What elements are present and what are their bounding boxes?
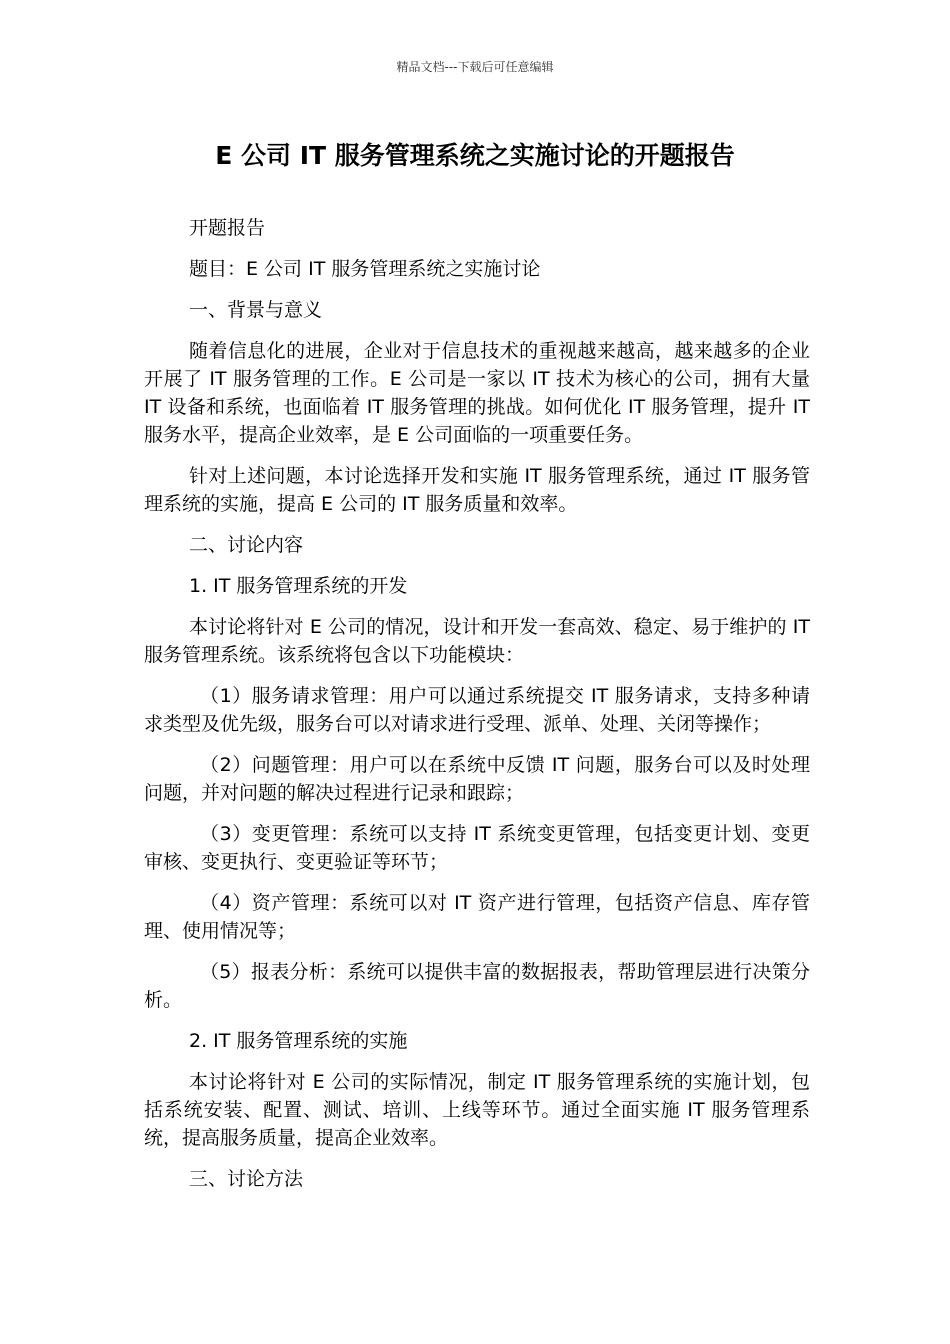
paragraph-topic: 题目：E 公司 IT 服务管理系统之实施讨论: [189, 258, 541, 280]
paragraph-purpose: 针对上述问题，本讨论选择开发和实施 IT 服务管理系统，通过 IT 服务管理系统的实施，提高 E 公司的 IT 服务质量和效率。: [144, 465, 810, 515]
paragraph-development: 本讨论将针对 E 公司的情况，设计和开发一套高效、稳定、易于维护的 IT 服务管理系统。该系统将包含以下功能模块：: [144, 616, 810, 666]
section-heading-content: 二、讨论内容: [189, 534, 304, 556]
section-heading-background: 一、背景与意义: [189, 299, 323, 321]
paragraph-implementation: 本讨论将针对 E 公司的实际情况，制定 IT 服务管理系统的实施计划，包括系统安装、配置、测试、培训、上线等环节。通过全面实施 IT 服务管理系统，提高服务质量，提高企业效率。: [144, 1071, 810, 1149]
header-note: 精品文档---下载后可任意编辑: [396, 60, 554, 74]
document-title: E 公司 IT 服务管理系统之实施讨论的开题报告: [215, 141, 735, 170]
list-item-problem-management: （2）问题管理：用户可以在系统中反馈 IT 问题，服务台可以及时处理问题，并对问题的解决过程进行记录和跟踪；: [144, 754, 810, 804]
subheading-implementation: 2. IT 服务管理系统的实施: [189, 1030, 408, 1052]
subheading-development: 1. IT 服务管理系统的开发: [189, 575, 408, 597]
list-item-change-management: （3）变更管理：系统可以支持 IT 系统变更管理，包括变更计划、变更审核、变更执行、变更验证等环节；: [144, 823, 810, 873]
section-heading-method: 三、讨论方法: [189, 1168, 304, 1190]
document-body: [144, 214, 810, 1206]
list-item-report-analysis: （5）报表分析：系统可以提供丰富的数据报表，帮助管理层进行决策分析。: [144, 961, 810, 1011]
list-item-asset-management: （4）资产管理：系统可以对 IT 资产进行管理，包括资产信息、库存管理、使用情况等；: [144, 892, 810, 942]
list-item-service-request: （1）服务请求管理：用户可以通过系统提交 IT 服务请求，支持多种请求类型及优先级，服务台可以对请求进行受理、派单、处理、关闭等操作；: [144, 685, 810, 735]
paragraph-background: 随着信息化的进展，企业对于信息技术的重视越来越高，越来越多的企业开展了 IT 服务管理的工作。E 公司是一家以 IT 技术为核心的公司，拥有大量 IT 设备和系统，也面临着 IT 服务管理的挑战。如何优化 IT 服务管理，提升 IT 服务水平，提高企业效率，是 E 公司面临的一项重要任务。: [144, 340, 810, 446]
paragraph-report-label: 开题报告: [189, 217, 266, 239]
